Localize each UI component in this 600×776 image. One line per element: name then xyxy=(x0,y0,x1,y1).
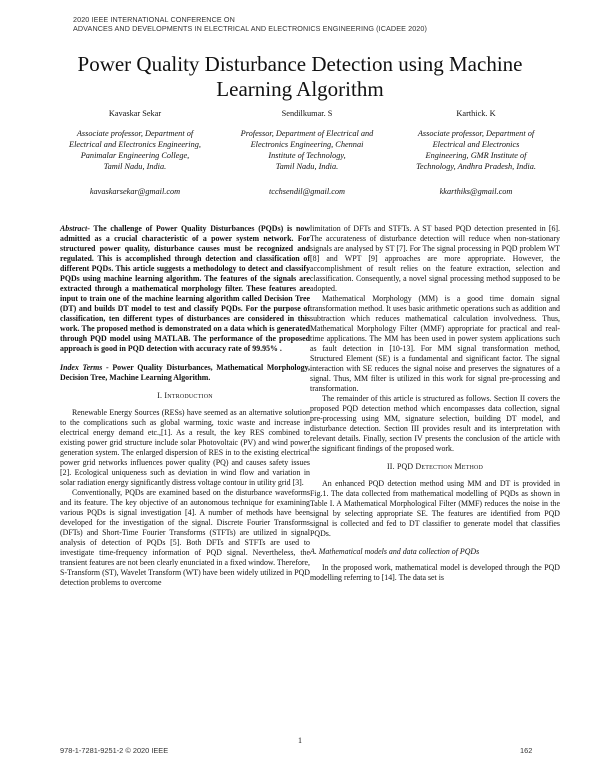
author-affiliation: Electrical and Electronics Engineering, xyxy=(69,140,201,149)
author-name: Karthick. K xyxy=(456,109,496,118)
footer-page-number: 162 xyxy=(520,746,533,755)
paragraph: An enhanced PQD detection method using MM and DT is provided in Fig.1. The data collected from mathematical modelling of PQDs as shown in Table I. A Mathematical Morphological Filter (MMF) reduces the noise in the signal by selecting appropriate SE. The features are identified from PQD signal is collected and fed to DT classifier to generate model that classifies PQDs. xyxy=(310,479,560,538)
author-affiliation: Associate professor, Department of xyxy=(76,129,194,138)
page-number-center: 1 xyxy=(298,736,302,745)
paragraph: Renewable Energy Sources (RESs) have seemed as an alternative solution to the complications such as global warming, toxic waste and increase in electrical energy demand etc.,[1]. As a result, the key RES combined to existing power grid structure include solar Photovoltaic (PV) and wind power generation system. The enlarged dispersion of RES in to the existing electrical power grid networks influences power quality (PQ) and causes safety issues [2]. Ecological uniqueness such as deviation in wind flow and variation in solar radiation energy significantly distress voltage contour in utility grid [3]. xyxy=(60,408,310,487)
index-terms-label: Index Terms xyxy=(60,363,103,372)
conference-line-1: 2020 IEEE INTERNATIONAL CONFERENCE ON xyxy=(73,15,235,24)
paragraph: In the proposed work, mathematical model is developed through the PQD modelling referring to [14]. The data set is xyxy=(310,563,560,582)
abstract-text: - The challenge of Power Quality Disturbances (PQDs) is now admitted as a crucial characteristic of a power system network. For structured power quality, disturbance causes must be recognized and regulated. This is accomplished through detection and classification of different PQDs. This article suggests a methodology to detect and classify PQDs using machine learning algorithm. The features of the signals are extracted through a mathematical morphology filter. These features are input to train one of the machine learning algorithm called Decision Tree (DT) and builds DT model to test and classify PQDs. For the purpose of classification, ten different types of disturbances are considered in this work. The proposed method is demonstrated on a data which is generated through PQD model using MATLAB. The performance of the proposed approach is good in PQD detection with accuracy rate of 99.95% . xyxy=(60,224,310,353)
paragraph: Mathematical Morphology (MM) is a good time domain signal transformation method. It uses basic arithmetic operations such as addition and subtraction which reduces mathematical calculation involvedness. Thus, Mathematical Morphology Filter (MMF) appropriate for practical and real-time applications. The MM has been used in power system applications such as fault detection in [10-13]. For MM signal transformation method, Structured Element (SE) is a fundamental and significant factor. The signal interaction with SE reduces the signal noise and preserves the signatures of a signal. Thus, MM filter is utilized in this work for signal pre-processing and transformation. xyxy=(310,294,560,393)
section-heading: II. PQD Detection Method xyxy=(386,462,484,471)
author-2 xyxy=(223,108,391,196)
title-line-1: Power Quality Disturbance Detection using Machine xyxy=(77,52,523,76)
paragraph: limitation of DFTs and STFTs. A ST based PQD detection presented in [6]. The accurateness of disturbance detection will reduce when non-stationary signals are analysed by ST [7]. For The signal processing in PQD problem WT [8] and WPT [9] approaches are more appropriate. However, the accomplishment of result relies on the feature extraction, selection and classification. Consequently, a novel signal processing method supposed to be adopted. xyxy=(310,224,560,293)
right-column xyxy=(310,224,560,583)
author-affiliation: Electrical and Electronics xyxy=(432,140,520,149)
paragraph: The remainder of this article is structured as follows. Section II covers the proposed PQD detection method which encompasses data collection, signal pre-processing using MM, signature selection, building DT model, and disturbance detection. Section III provides result and its interpretation with relevant details. Finally, section IV presents the conclusion of the article with the significant findings of the proposed work. xyxy=(310,394,560,453)
author-affiliation: Associate professor, Department of xyxy=(417,129,535,138)
author-email: tcchsendil@gmail.com xyxy=(268,187,346,196)
author-name: Sendilkumar. S xyxy=(281,109,333,118)
author-affiliation: Institute of Technology, xyxy=(268,151,346,160)
author-affiliation: Electronics Engineering, Chennai xyxy=(250,140,364,149)
subsection-heading: A. Mathematical models and data collection of PQDs xyxy=(310,547,480,556)
author-email: kavaskarsekar@gmail.com xyxy=(89,187,181,196)
title-line-2: Learning Algorithm xyxy=(216,77,384,101)
section-heading: I. Introduction xyxy=(157,391,213,400)
author-affiliation: Professor, Department of Electrical and xyxy=(240,129,374,138)
index-terms-text: - Power Quality Disturbances, Mathematical Morphology, Decision Tree, Machine Learning Algorithm. xyxy=(60,363,311,382)
author-affiliation: Panimalar Engineering College, xyxy=(80,151,190,160)
conference-line-2: ADVANCES AND DEVELOPMENTS IN ELECTRICAL AND ELECTRONICS ENGINEERING (ICADEE 2020) xyxy=(73,24,427,33)
abstract-label: Abstract xyxy=(60,224,88,233)
paragraph: Conventionally, PQDs are examined based on the disturbance waveforms and its feature. The key objective of an autonomous technique for examining various PQDs is signal investigation [4]. A number of methods have been developed for the investigation of the signal. Discrete Fourier Transforms (DFTs) and Short-Time Fourier Transforms (STFTs) are utilized in signal analysis of detection of PQDs [5]. Both DFTs and STFTs are used to investigate time-frequency information of PQD signal. Nevertheless, the transient features are not been clearly enunciated in a fixed window. Therefore, S-Transform (ST), Wavelet Transform (WT) have been widely utilized in PQD detection problems to overcome xyxy=(60,488,310,587)
left-column xyxy=(60,224,310,588)
index-terms xyxy=(60,363,310,383)
author-affiliation: Engineering, GMR Institute of xyxy=(425,151,527,160)
author-email: kkarthiks@gmail.com xyxy=(439,187,513,196)
author-affiliation: Technology, Andhra Pradesh, India. xyxy=(416,162,536,171)
footer-isbn: 978-1-7281-9251-2 © 2020 IEEE xyxy=(60,746,169,755)
author-affiliation: Tamil Nadu, India. xyxy=(275,162,339,171)
paper-title xyxy=(40,52,560,102)
author-affiliation: Tamil Nadu, India. xyxy=(103,162,167,171)
author-name: Kavaskar Sekar xyxy=(108,109,162,118)
author-3 xyxy=(397,108,555,196)
abstract xyxy=(60,224,310,354)
conference-header xyxy=(73,15,533,33)
author-1 xyxy=(55,108,215,196)
